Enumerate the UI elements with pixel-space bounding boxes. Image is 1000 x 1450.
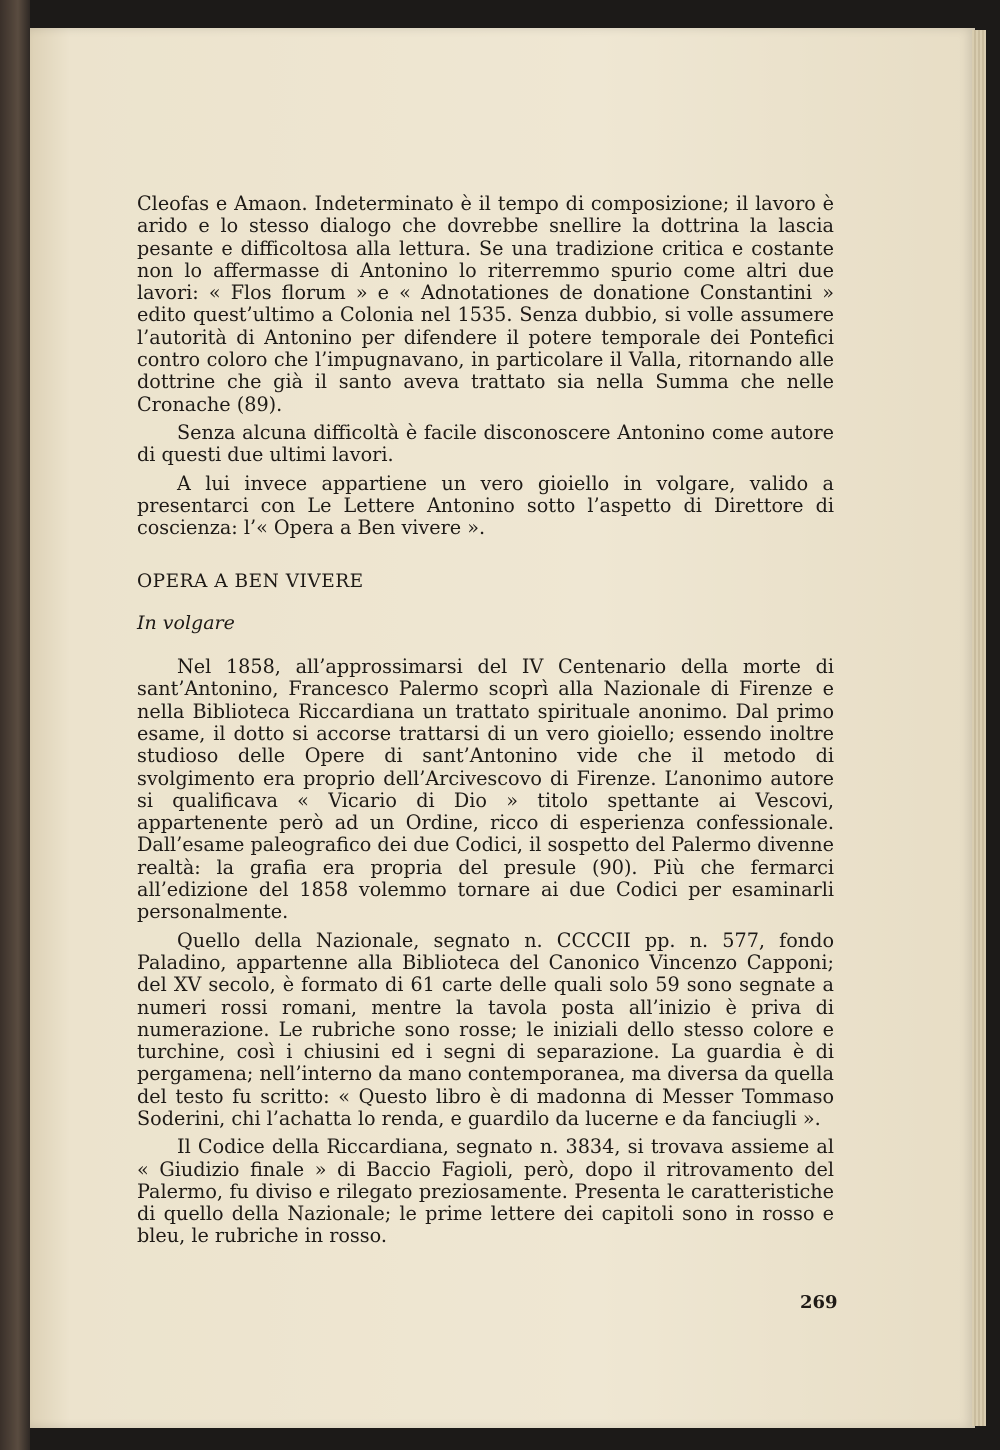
paragraph: Nel 1858, all’approssimarsi del IV Centenario della morte di sant’Antonino, Francesco Palermo scoprì alla Nazionale di Firenze e nella Biblioteca Riccardiana un trattato spirituale anonimo. Dal primo esame, il dotto si accorse trattarsi di un vero gioiello; essendo inoltre studioso delle Opere di sant’Antonino vide che il metodo di svolgimento era proprio dell’Arcivescovo di Firenze. L’anonimo autore si qualificava « Vicario di Dio » titolo spettante ai Vescovi, appartenente però ad un Ordine, ricco di esperienza confessionale. Dall’esame paleografico dei due Codici, il sospetto del Palermo divenne realtà: la grafia era propria del presule (90). Più che fermarci all’edizione del 1858 volemmo tornare ai due Codici per esaminarli personalmente.: [137, 655, 834, 924]
body-text: [137, 193, 834, 1254]
page-number: 269: [800, 1292, 838, 1313]
section-heading: OPERA A BEN VIVERE: [137, 571, 364, 593]
page-edges: [972, 30, 986, 1426]
paragraph: Il Codice della Riccardiana, segnato n. 3834, si trovava assieme al « Giudizio finale » di Baccio Fagioli, però, dopo il ritrovamento del Palermo, fu diviso e rilegato preziosamente. Presenta le caratteristiche di quello della Nazionale; le prime lettere dei capitoli sono in rosso e bleu, le rubriche in rosso.: [137, 1135, 834, 1248]
paragraph: Cleofas e Amaon. Indeterminato è il tempo di composizione; il lavoro è arido e lo stesso dialogo che dovrebbe snellire la dottrina la lascia pesante e difficoltosa alla lettura. Se una tradizione critica e costante non lo affermasse di Antonino lo riterremmo spurio come altri due lavori: « Flos florum » e « Adnotationes de donatione Constantini » edito quest’ultimo a Colonia nel 1535. Senza dubbio, si volle assumere l’autorità di Antonino per difendere il potere temporale dei Pontefici contro coloro che l’impugnavano, in particolare il Valla, ritornando alle dottrine che già il santo aveva trattato sia nella Summa che nelle Cronache (89).: [137, 192, 834, 416]
paragraph: Quello della Nazionale, segnato n. CCCCII pp. n. 577, fondo Paladino, appartenne alla Biblioteca del Canonico Vincenzo Capponi; del XV secolo, è formato di 61 carte delle quali solo 59 sono segnate a numeri rossi romani, mentre la tavola posta all’inizio è priva di numerazione. Le rubriche sono rosse; le iniziali dello stesso colore e turchine, così i chiusini ed i segni di separazione. La guardia è di pergamena; nell’interno da mano contemporanea, ma diversa da quella del testo fu scritto: « Questo libro è di madonna di Messer Tommaso Soderini, chi l’achatta lo renda, e guardilo da lucerne e da fanciugli ».: [137, 928, 834, 1130]
paragraph: Senza alcuna difficoltà è facile disconoscere Antonino come autore di questi due ultimi lavori.: [137, 420, 834, 467]
book-spine: [0, 0, 30, 1450]
paragraph: A lui invece appartiene un vero gioiello in volgare, valido a presentarci con Le Lettere Antonino sotto l’aspetto di Direttore di coscienza: l’« Opera a Ben vivere ».: [137, 471, 834, 540]
sub-heading: In volgare: [137, 611, 235, 634]
